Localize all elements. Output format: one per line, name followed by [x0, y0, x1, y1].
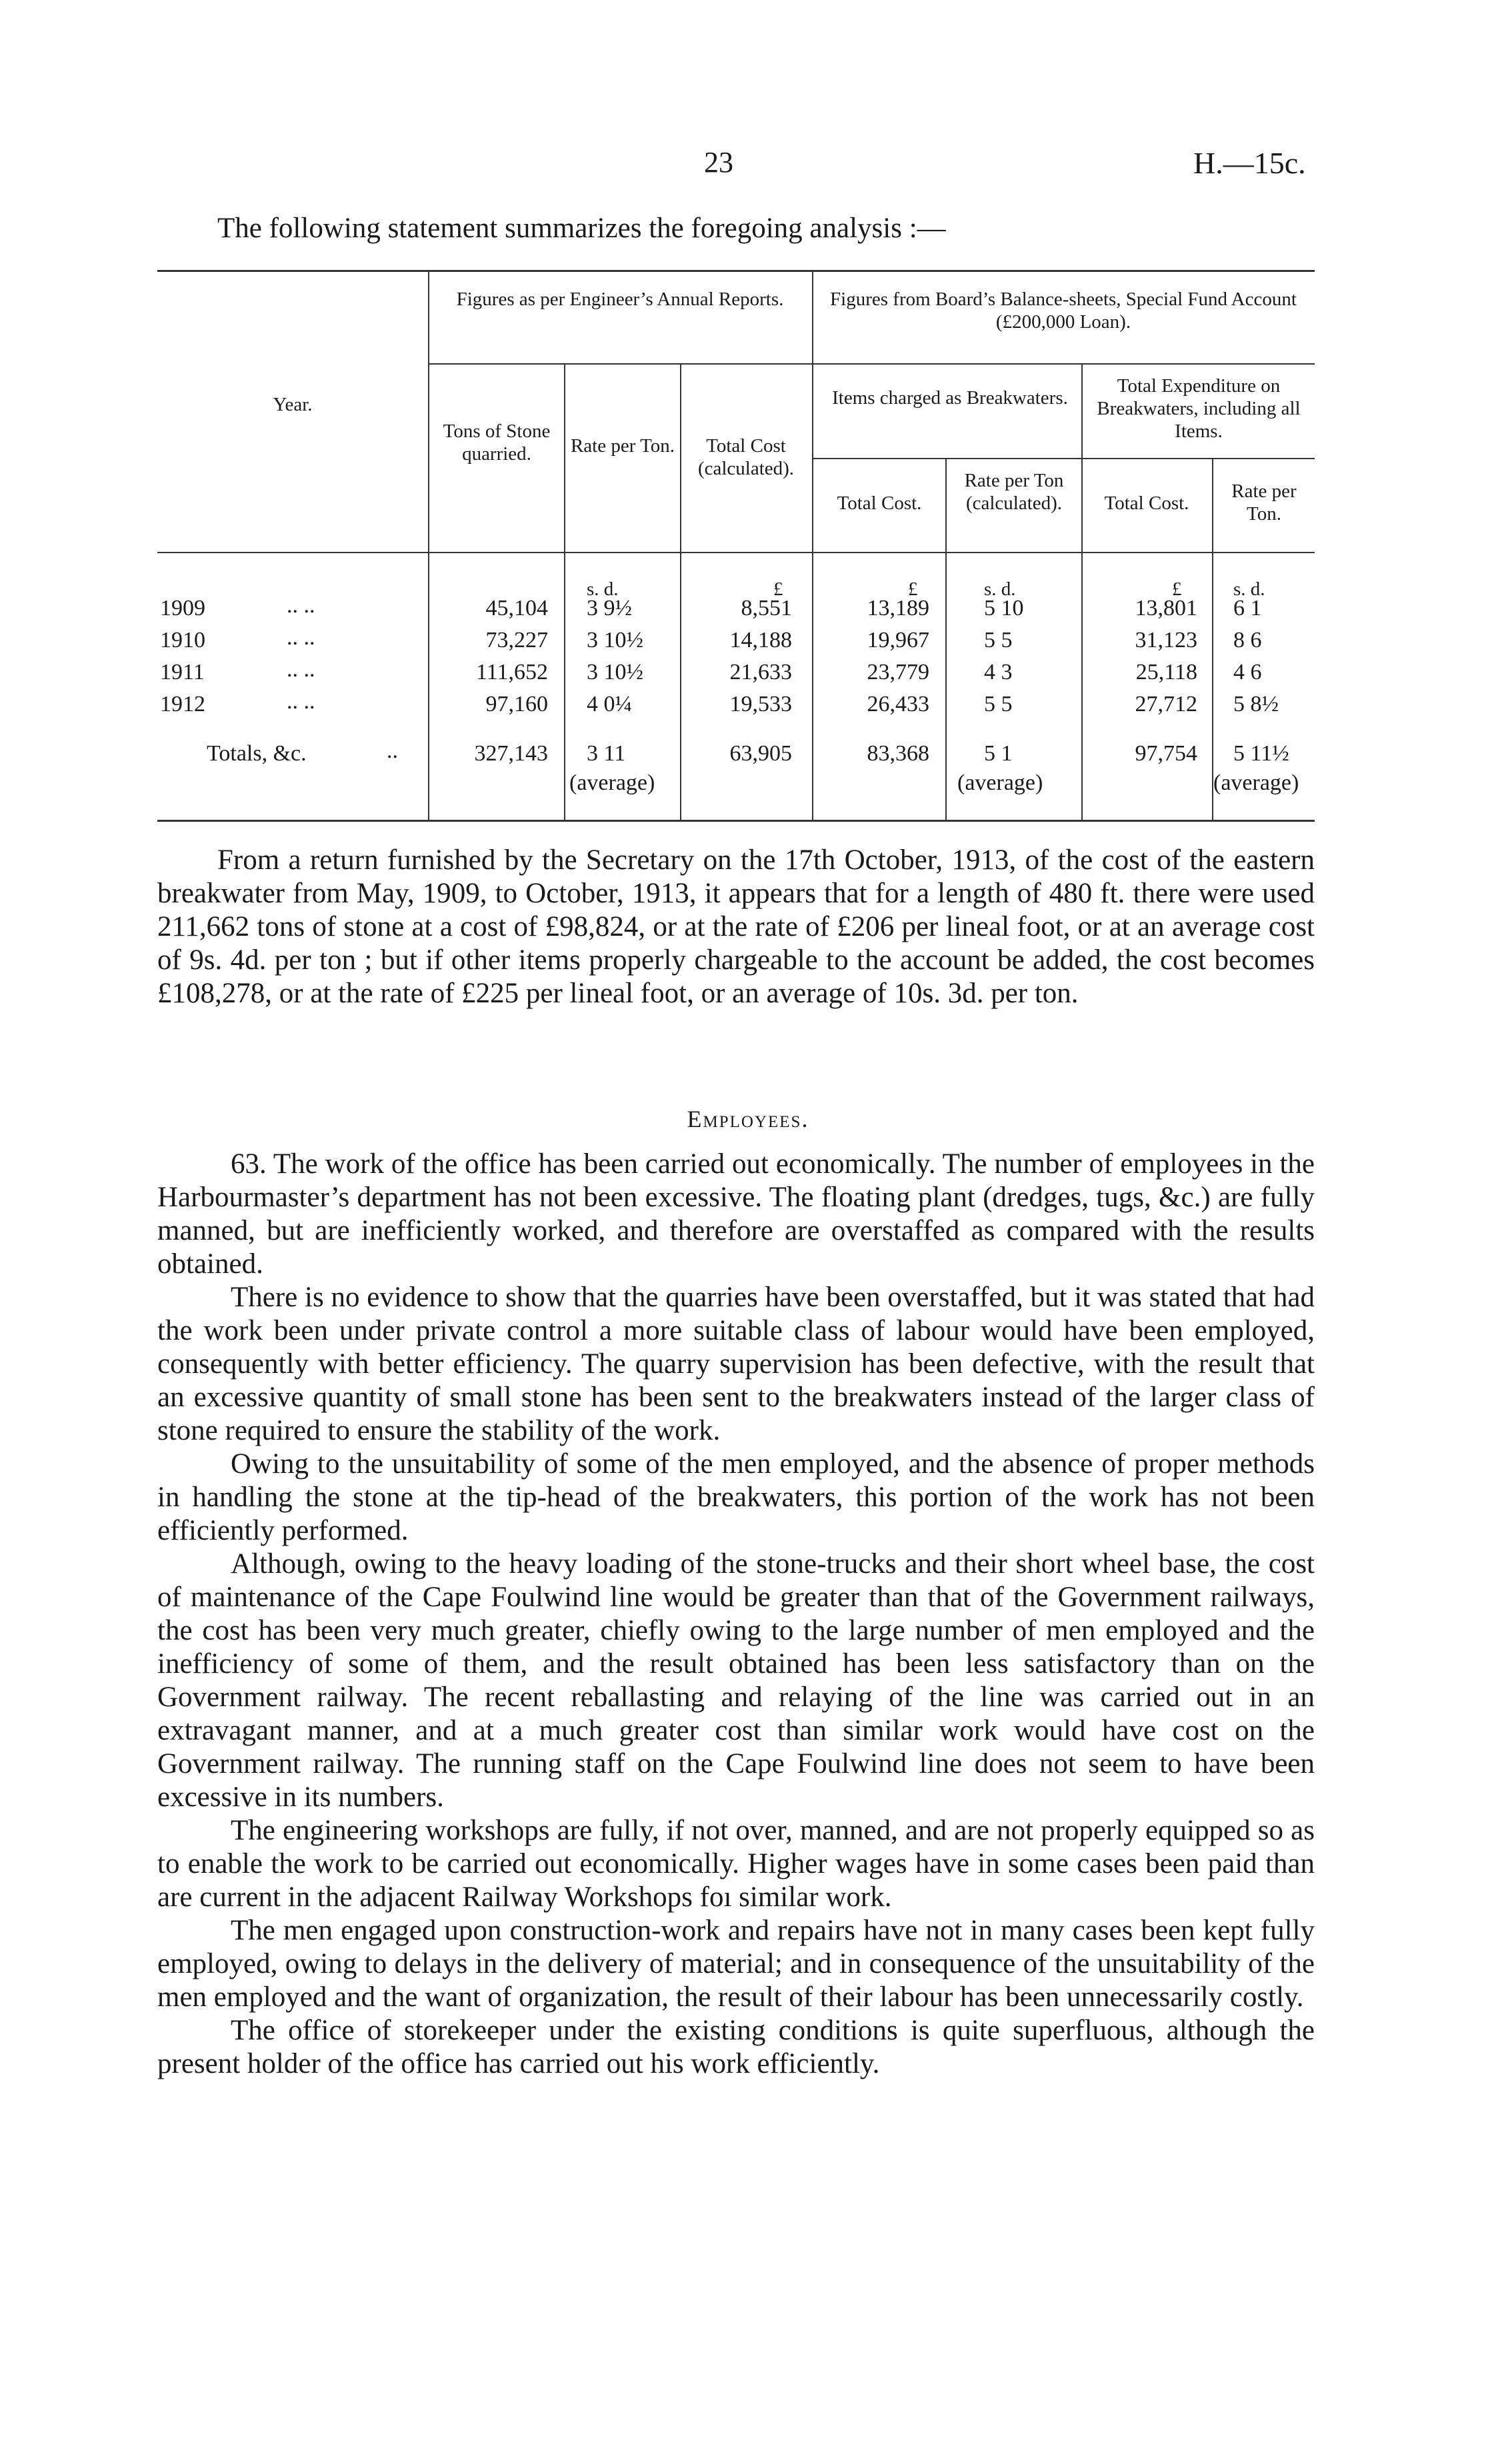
tons-header: Tons of Stone quarried.: [443, 421, 551, 465]
year-header: Year.: [273, 394, 313, 415]
header-rule-1: [428, 363, 1315, 365]
rate-cell: 3 9½: [587, 596, 632, 620]
year-cell: 1912: [160, 692, 205, 716]
exp-rate-total-note: (average): [1213, 770, 1299, 795]
items-rate-cell: 5 10: [984, 596, 1024, 620]
exp-rate-cell: 4 6: [1233, 660, 1262, 684]
total-calc-header: Total Cost (calculated).: [697, 435, 795, 479]
items-subheader: Items charged as Breakwaters.: [832, 387, 1068, 409]
exp-rate-cell: 5 8½: [1233, 692, 1279, 716]
year-cell: 1911: [160, 660, 205, 684]
unit-items-rate: s. d.: [984, 579, 1016, 600]
exp-total-header: Total Cost.: [1104, 493, 1189, 514]
header-rule-2b: [812, 458, 1081, 459]
document-reference: H.—15c.: [1193, 146, 1306, 180]
items-rate-total-note: (average): [957, 770, 1043, 795]
paragraph: Owing to the unsuitability of some of the men employed, and the absence of proper methods in handling the stone at the tip-head of the breakwaters, this portion of the work has not been efficiently performed.: [157, 1448, 1315, 1546]
items-total-cell: 19,967: [867, 628, 929, 652]
leader-dots: .. ..: [287, 657, 315, 682]
vrule-group: [812, 270, 813, 820]
total-calc-cell: 19,533: [729, 692, 792, 716]
leader-dots: .. ..: [287, 689, 315, 714]
exp-total-cell: 25,118: [1135, 660, 1197, 684]
exp-rate-cell: 8 6: [1233, 628, 1262, 652]
header-bottom-rule: [157, 552, 1315, 553]
rate-cell: 3 10½: [587, 660, 643, 684]
total-calc-total-cell: 63,905: [729, 741, 792, 766]
items-total-cell: 23,779: [867, 660, 929, 684]
tons-cell: 111,652: [476, 660, 548, 684]
leader-dots: ..: [387, 738, 398, 763]
table-bottom-rule: [157, 820, 1315, 822]
paragraph: There is no evidence to show that the quarries have been overstaffed, but it was stated that had the work been under private control a more suitable class of labour would have been employed, consequently with better efficiency. The quarry supervision has been defective, with the result that an excessive quantity of small stone has been sent to the breakwaters instead of the larger class of stone required to ensure the stability of the work.: [157, 1282, 1315, 1446]
rate-total-cell: 3 11: [587, 741, 626, 766]
exp-total-cell: 31,123: [1135, 628, 1197, 652]
unit-exp-rate: s. d.: [1233, 579, 1265, 600]
rate-cell: 3 10½: [587, 628, 643, 652]
section-heading: Employees.: [687, 1106, 809, 1132]
rate-header: Rate per Ton.: [570, 435, 675, 457]
leader-dots: .. ..: [287, 625, 315, 650]
total-calc-cell: 14,188: [729, 628, 792, 652]
header-rule-2a: [1081, 458, 1315, 459]
vrule-rate: [680, 363, 681, 820]
totals-label: Totals, &c.: [207, 741, 307, 766]
vrule-year: [428, 270, 429, 820]
rate-total-note: (average): [569, 770, 655, 795]
paragraph: Although, owing to the heavy loading of the stone-trucks and their short wheel base, the cost of maintenance of the Cape Foulwind line would be greater than that of the Government railways, the cost has been very much greater, chiefly owing to the large number of men employed and the inefficiency of some of them, and the result obtained has been less satisfactory than on the Government railway. The recent reballasting and relaying of the line was carried out in an extravagant manner, and at a much greater cost than similar work would have cost on the Government railway. The running staff on the Cape Foulwind line does not seem to have been excessive in its numbers.: [157, 1548, 1315, 1813]
exp-rate-cell: 6 1: [1233, 596, 1262, 620]
exp-total-total-cell: 97,754: [1135, 741, 1197, 766]
items-total-total-cell: 83,368: [867, 741, 929, 766]
items-rate-cell: 5 5: [984, 628, 1013, 652]
tons-cell: 45,104: [485, 596, 548, 620]
items-rate-header: Rate per Ton (calculated).: [964, 470, 1064, 514]
unit-rate: s. d.: [587, 579, 619, 600]
total-calc-cell: 21,633: [729, 660, 792, 684]
rate-cell: 4 0¼: [587, 692, 632, 716]
items-total-cell: 13,189: [867, 596, 929, 620]
vrule-exp-total: [1212, 458, 1213, 820]
vrule-items-total: [945, 458, 947, 820]
exp-total-cell: 13,801: [1135, 596, 1197, 620]
engineer-group-header: Figures as per Engineer’s Annual Reports.: [456, 289, 784, 310]
items-total-cell: 26,433: [867, 692, 929, 716]
unit-exp-total: £: [1172, 579, 1182, 600]
total-expenditure-subheader: Total Expenditure on Breakwaters, including all Items.: [1097, 375, 1301, 442]
total-calc-cell: 8,551: [741, 596, 792, 620]
year-cell: 1910: [160, 628, 205, 652]
page-number: 23: [704, 146, 733, 179]
unit-total-calc: £: [773, 579, 783, 600]
items-rate-cell: 5 5: [984, 692, 1013, 716]
items-rate-total-cell: 5 1: [984, 741, 1013, 766]
exp-rate-total-cell: 5 11½: [1233, 741, 1289, 766]
tons-total-cell: 327,143: [474, 741, 548, 766]
exp-rate-header: Rate per Ton.: [1231, 481, 1297, 525]
year-cell: 1909: [160, 596, 205, 620]
paragraph: 63. The work of the office has been carried out economically. The number of employees in the Harbourmaster’s department has not been excessive. The floating plant (dredges, tugs, &c.) are fully manned, but are inefficiently worked, and therefore are overstaffed as compared with the results obtained.: [157, 1148, 1315, 1280]
return-paragraph: [157, 844, 1315, 1010]
items-rate-cell: 4 3: [984, 660, 1013, 684]
exp-total-cell: 27,712: [1135, 692, 1197, 716]
tons-cell: 73,227: [485, 628, 548, 652]
unit-items-total: £: [908, 579, 918, 600]
employees-section: [157, 1148, 1315, 2081]
paragraph: The engineering workshops are fully, if not over, manned, and are not properly equipped so as to enable the work to be carried out economically. Higher wages have in some cases been paid than are current in the adjacent Railway Workshops foı similar work.: [157, 1815, 1315, 1913]
paragraph: The men engaged upon construction-work and repairs have not in many cases been kept fully employed, owing to delays in the delivery of material; and in consequence of the unsuitability of the men employed and the want of organization, the result of their labour has been unnecessarily costly.: [157, 1915, 1315, 2013]
table-top-rule: [157, 270, 1315, 272]
paragraph-text: From a return furnished by the Secretary on the 17th October, 1913, of the cost of the eastern breakwater from May, 1909, to October, 1913, it appears that for a length of 480 ft. there were used 211,662 tons of stone at a cost of £98,824, or at the rate of £206 per lineal foot, or at an average cost of 9s. 4d. per ton ; but if other items properly chargeable to the account be added, the cost becomes £108,278, or at the rate of £225 per lineal foot, or an average of 10s. 3d. per ton.: [157, 844, 1315, 1009]
leader-dots: .. ..: [287, 593, 315, 618]
items-total-header: Total Cost.: [837, 493, 922, 514]
paragraph: The office of storekeeper under the existing conditions is quite superfluous, although the present holder of the office has carried out his work efficiently.: [157, 2015, 1315, 2079]
tons-cell: 97,160: [485, 692, 548, 716]
intro-text: The following statement summarizes the foregoing analysis :—: [217, 213, 946, 244]
vrule-tons: [564, 363, 565, 820]
board-group-header: Figures from Board’s Balance-sheets, Special Fund Account (£200,000 Loan).: [830, 289, 1297, 333]
